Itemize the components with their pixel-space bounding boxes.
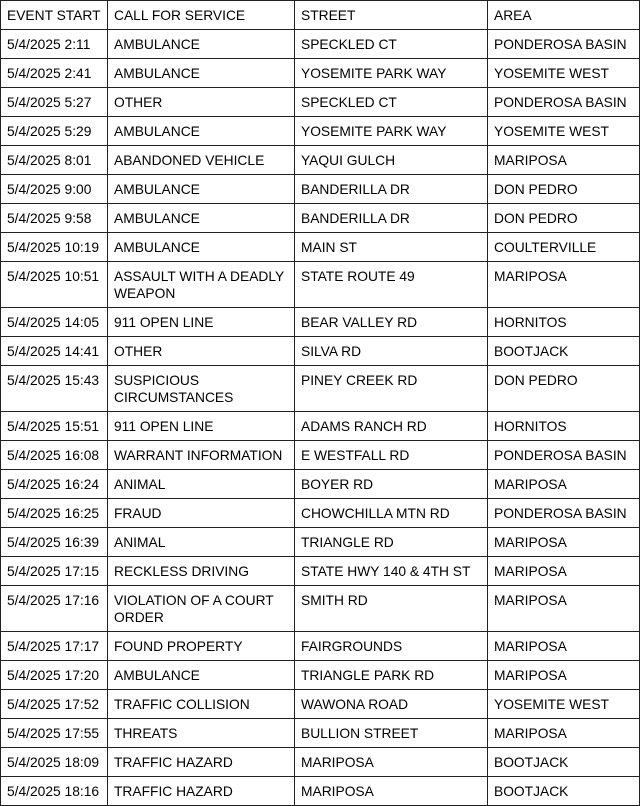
cell-event-start: 5/4/2025 2:41 (1, 59, 108, 88)
table-row (1, 499, 640, 528)
cell-street: CHOWCHILLA MTN RD (295, 499, 488, 528)
cell-event-start: 5/4/2025 10:19 (1, 233, 108, 262)
cell-event-start: 5/4/2025 17:20 (1, 661, 108, 690)
cell-street: SMITH RD (295, 586, 488, 632)
table-row (1, 30, 640, 59)
cell-area: BOOTJACK (488, 748, 640, 777)
cell-call-for-service: ANIMAL (108, 528, 295, 557)
cell-street: MAIN ST (295, 233, 488, 262)
cell-call-for-service: THREATS (108, 719, 295, 748)
cell-event-start: 5/4/2025 15:51 (1, 412, 108, 441)
cell-event-start: 5/4/2025 16:08 (1, 441, 108, 470)
cell-event-start: 5/4/2025 16:25 (1, 499, 108, 528)
cell-street: TRIANGLE RD (295, 528, 488, 557)
table-row (1, 748, 640, 777)
cell-street: BEAR VALLEY RD (295, 308, 488, 337)
cell-street: SPECKLED CT (295, 88, 488, 117)
cell-call-for-service: AMBULANCE (108, 117, 295, 146)
cell-call-for-service: OTHER (108, 88, 295, 117)
cell-area: DON PEDRO (488, 204, 640, 233)
cell-call-for-service: FOUND PROPERTY (108, 632, 295, 661)
cell-street: YAQUI GULCH (295, 146, 488, 175)
cell-call-for-service: AMBULANCE (108, 59, 295, 88)
table-row (1, 632, 640, 661)
cell-event-start: 5/4/2025 16:24 (1, 470, 108, 499)
cell-area: HORNITOS (488, 308, 640, 337)
cell-street: BULLION STREET (295, 719, 488, 748)
cell-event-start: 5/4/2025 10:51 (1, 262, 108, 308)
table-row (1, 470, 640, 499)
cell-call-for-service: ABANDONED VEHICLE (108, 146, 295, 175)
cell-area: MARIPOSA (488, 719, 640, 748)
cell-call-for-service: ANIMAL (108, 470, 295, 499)
cell-event-start: 5/4/2025 17:55 (1, 719, 108, 748)
cell-call-for-service: TRAFFIC HAZARD (108, 748, 295, 777)
cell-street: MARIPOSA (295, 777, 488, 806)
cell-area: COULTERVILLE (488, 233, 640, 262)
cell-call-for-service: 911 OPEN LINE (108, 412, 295, 441)
cell-area: MARIPOSA (488, 557, 640, 586)
cell-area: BOOTJACK (488, 777, 640, 806)
cell-area: MARIPOSA (488, 262, 640, 308)
table-row (1, 117, 640, 146)
cell-area: MARIPOSA (488, 661, 640, 690)
cell-event-start: 5/4/2025 16:39 (1, 528, 108, 557)
cell-street: YOSEMITE PARK WAY (295, 59, 488, 88)
table-row (1, 204, 640, 233)
table-row (1, 337, 640, 366)
table-row (1, 175, 640, 204)
table-row (1, 88, 640, 117)
table-row (1, 557, 640, 586)
cell-area: PONDEROSA BASIN (488, 88, 640, 117)
cell-call-for-service: AMBULANCE (108, 175, 295, 204)
table-row (1, 146, 640, 175)
cell-street: PINEY CREEK RD (295, 366, 488, 412)
cell-street: SPECKLED CT (295, 30, 488, 59)
header-call-for-service: CALL FOR SERVICE (108, 1, 295, 30)
cell-area: PONDEROSA BASIN (488, 441, 640, 470)
table-row (1, 777, 640, 806)
cell-event-start: 5/4/2025 17:52 (1, 690, 108, 719)
cell-area: MARIPOSA (488, 470, 640, 499)
cell-call-for-service: TRAFFIC HAZARD (108, 777, 295, 806)
table-row (1, 412, 640, 441)
cell-area: DON PEDRO (488, 175, 640, 204)
cell-area: HORNITOS (488, 412, 640, 441)
cell-call-for-service: AMBULANCE (108, 30, 295, 59)
table-row (1, 59, 640, 88)
cell-area: YOSEMITE WEST (488, 59, 640, 88)
cell-event-start: 5/4/2025 2:11 (1, 30, 108, 59)
table-row (1, 366, 640, 412)
cell-event-start: 5/4/2025 14:05 (1, 308, 108, 337)
cell-event-start: 5/4/2025 5:29 (1, 117, 108, 146)
cell-area: BOOTJACK (488, 337, 640, 366)
cell-event-start: 5/4/2025 17:17 (1, 632, 108, 661)
cell-area: MARIPOSA (488, 632, 640, 661)
header-street: STREET (295, 1, 488, 30)
cell-street: SILVA RD (295, 337, 488, 366)
table-row (1, 719, 640, 748)
cell-call-for-service: WARRANT INFORMATION (108, 441, 295, 470)
cell-area: YOSEMITE WEST (488, 117, 640, 146)
table-row (1, 262, 640, 308)
cell-area: DON PEDRO (488, 366, 640, 412)
header-area: AREA (488, 1, 640, 30)
cell-street: ADAMS RANCH RD (295, 412, 488, 441)
cell-street: E WESTFALL RD (295, 441, 488, 470)
cell-street: TRIANGLE PARK RD (295, 661, 488, 690)
cell-street: WAWONA ROAD (295, 690, 488, 719)
cell-event-start: 5/4/2025 15:43 (1, 366, 108, 412)
cell-area: YOSEMITE WEST (488, 690, 640, 719)
cell-street: STATE HWY 140 & 4TH ST (295, 557, 488, 586)
table-row (1, 233, 640, 262)
cell-street: BANDERILLA DR (295, 175, 488, 204)
cell-street: YOSEMITE PARK WAY (295, 117, 488, 146)
cell-call-for-service: RECKLESS DRIVING (108, 557, 295, 586)
cell-area: PONDEROSA BASIN (488, 30, 640, 59)
cell-street: FAIRGROUNDS (295, 632, 488, 661)
cell-event-start: 5/4/2025 9:00 (1, 175, 108, 204)
cell-call-for-service: AMBULANCE (108, 661, 295, 690)
cell-area: MARIPOSA (488, 528, 640, 557)
cell-call-for-service: VIOLATION OF A COURT ORDER (108, 586, 295, 632)
cell-call-for-service: FRAUD (108, 499, 295, 528)
cell-street: BANDERILLA DR (295, 204, 488, 233)
cell-call-for-service: 911 OPEN LINE (108, 308, 295, 337)
table-row (1, 528, 640, 557)
header-event-start: EVENT START (1, 1, 108, 30)
cell-event-start: 5/4/2025 9:58 (1, 204, 108, 233)
cell-street: BOYER RD (295, 470, 488, 499)
cell-street: STATE ROUTE 49 (295, 262, 488, 308)
table-row (1, 586, 640, 632)
cell-street: MARIPOSA (295, 748, 488, 777)
table-row (1, 308, 640, 337)
cell-call-for-service: TRAFFIC COLLISION (108, 690, 295, 719)
cell-area: PONDEROSA BASIN (488, 499, 640, 528)
cell-event-start: 5/4/2025 17:16 (1, 586, 108, 632)
cell-event-start: 5/4/2025 18:09 (1, 748, 108, 777)
cell-event-start: 5/4/2025 14:41 (1, 337, 108, 366)
header-row (1, 1, 640, 30)
table-row (1, 690, 640, 719)
table-row (1, 661, 640, 690)
cell-event-start: 5/4/2025 17:15 (1, 557, 108, 586)
cell-call-for-service: AMBULANCE (108, 233, 295, 262)
cell-call-for-service: ASSAULT WITH A DEADLY WEAPON (108, 262, 295, 308)
cell-area: MARIPOSA (488, 586, 640, 632)
cell-event-start: 5/4/2025 5:27 (1, 88, 108, 117)
cell-call-for-service: OTHER (108, 337, 295, 366)
cell-area: MARIPOSA (488, 146, 640, 175)
cell-event-start: 5/4/2025 18:16 (1, 777, 108, 806)
cell-event-start: 5/4/2025 8:01 (1, 146, 108, 175)
cell-call-for-service: AMBULANCE (108, 204, 295, 233)
table-row (1, 441, 640, 470)
cell-call-for-service: SUSPICIOUS CIRCUMSTANCES (108, 366, 295, 412)
